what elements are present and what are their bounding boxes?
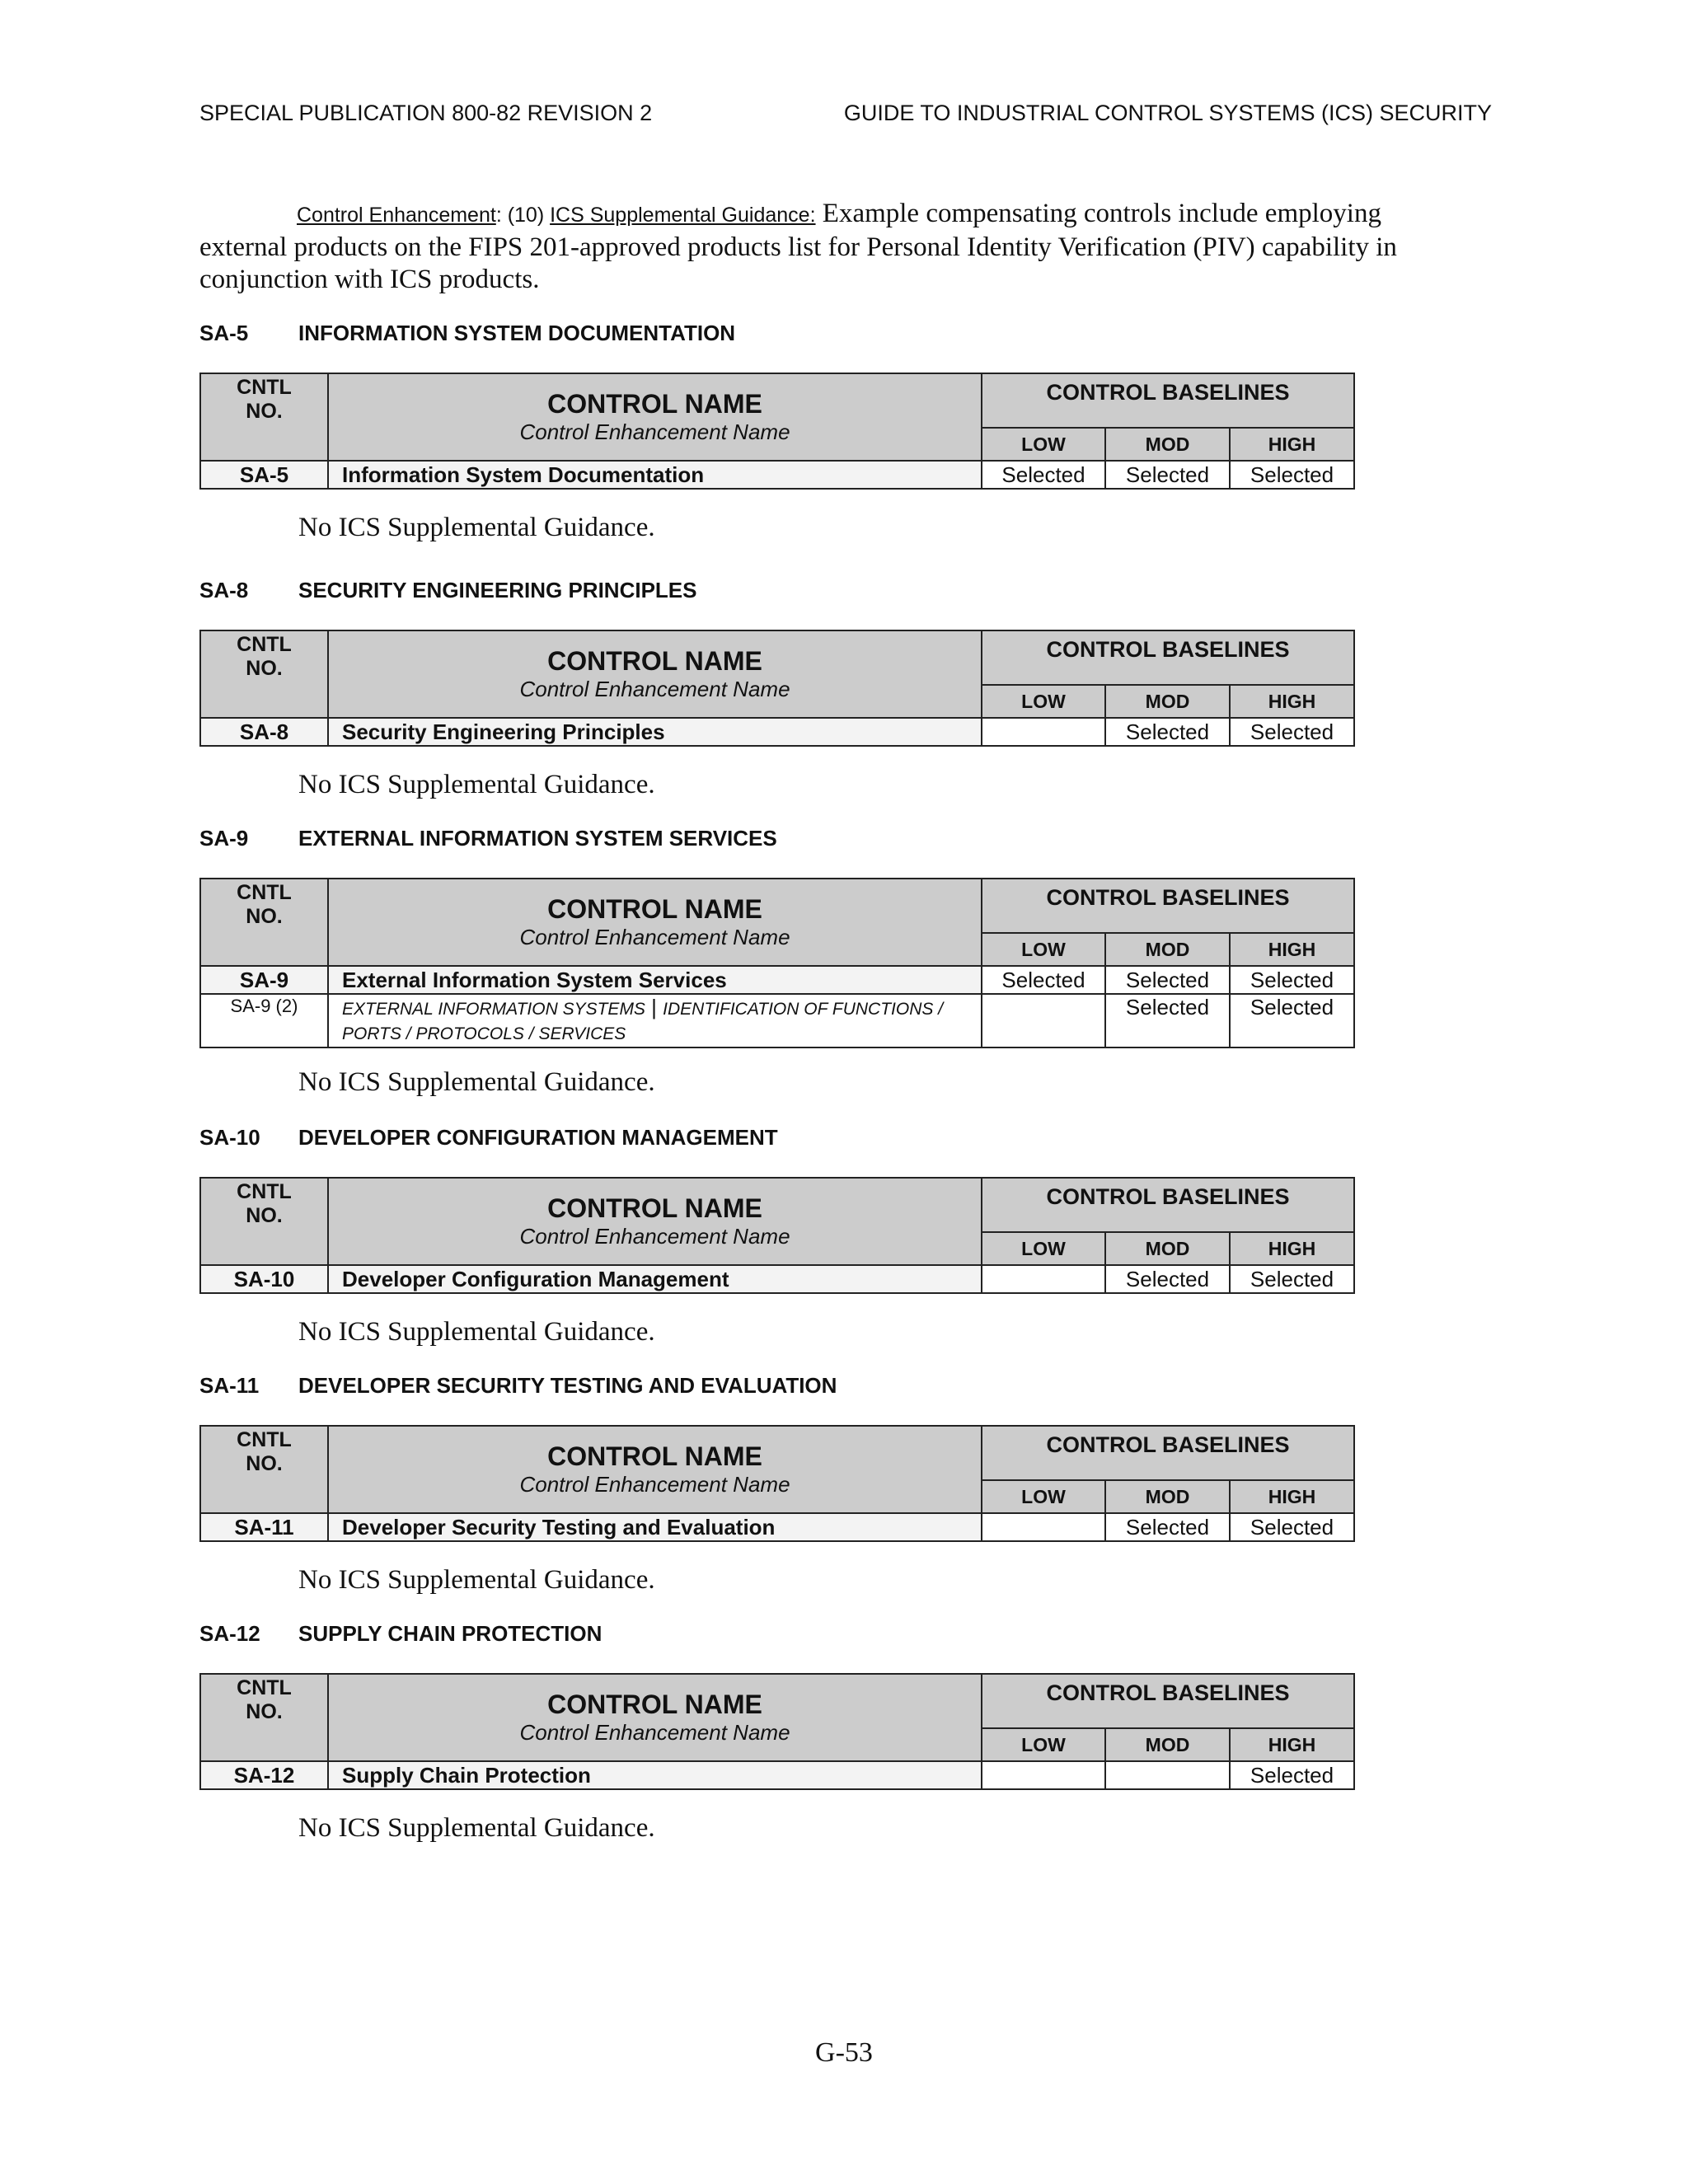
baseline-high: Selected bbox=[1230, 1513, 1354, 1541]
high-header: HIGH bbox=[1230, 685, 1354, 718]
control-name-header: CONTROL NAME Control Enhancement Name bbox=[328, 1178, 982, 1265]
mod-header: MOD bbox=[1105, 933, 1230, 966]
supplemental-guidance: No ICS Supplemental Guidance. bbox=[298, 1565, 655, 1595]
high-header: HIGH bbox=[1230, 1232, 1354, 1265]
section-sa-5 bbox=[199, 318, 1353, 542]
control-baselines-header: CONTROL BASELINES bbox=[982, 373, 1354, 428]
control-table bbox=[199, 630, 1355, 747]
high-header: HIGH bbox=[1230, 1480, 1354, 1513]
high-header: HIGH bbox=[1230, 428, 1354, 461]
supplemental-guidance: No ICS Supplemental Guidance. bbox=[298, 513, 655, 542]
baseline-low bbox=[982, 1513, 1105, 1541]
control-name-header: CONTROL NAME Control Enhancement Name bbox=[328, 879, 982, 966]
guidance-label: ICS Supplemental Guidance: bbox=[550, 204, 816, 227]
baseline-low bbox=[982, 718, 1105, 746]
paragraph-line-3: conjunction with ICS products. bbox=[199, 265, 540, 294]
low-header: LOW bbox=[982, 1480, 1105, 1513]
supplemental-guidance: No ICS Supplemental Guidance. bbox=[298, 770, 655, 799]
section-id: SA-5 bbox=[199, 321, 249, 345]
baseline-mod: Selected bbox=[1105, 966, 1230, 994]
baseline-low: Selected bbox=[982, 966, 1105, 994]
baseline-high: Selected bbox=[1230, 1265, 1354, 1293]
baseline-low: Selected bbox=[982, 461, 1105, 489]
baseline-low bbox=[982, 994, 1105, 1047]
section-sa-8 bbox=[199, 575, 1353, 799]
header-guide-title: GUIDE TO INDUSTRIAL CONTROL SYSTEMS (ICS) SECURITY bbox=[843, 101, 1492, 125]
section-id: SA-9 bbox=[199, 826, 249, 851]
baseline-high: Selected bbox=[1230, 1761, 1354, 1789]
control-baselines-header: CONTROL BASELINES bbox=[982, 630, 1354, 685]
enhancement-label: Control Enhancement bbox=[297, 204, 496, 227]
supplemental-guidance: No ICS Supplemental Guidance. bbox=[298, 1813, 655, 1843]
section-heading bbox=[199, 575, 1353, 605]
control-name: Developer Configuration Management bbox=[328, 1265, 982, 1293]
paragraph-line-2: external products on the FIPS 201-approved products list for Personal Identity Verification (PIV) capability in bbox=[199, 232, 1397, 262]
control-name: Security Engineering Principles bbox=[328, 718, 982, 746]
cntl-no-header: CNTL NO. bbox=[200, 1674, 328, 1761]
baseline-mod: Selected bbox=[1105, 1513, 1230, 1541]
control-baselines-header: CONTROL BASELINES bbox=[982, 1674, 1354, 1728]
baseline-mod: Selected bbox=[1105, 718, 1230, 746]
section-sa-10 bbox=[199, 1122, 1353, 1347]
control-name: External Information System Services bbox=[328, 966, 982, 994]
section-id: SA-10 bbox=[199, 1125, 260, 1150]
cntl-no-header: CNTL NO. bbox=[200, 1178, 328, 1265]
high-header: HIGH bbox=[1230, 933, 1354, 966]
low-header: LOW bbox=[982, 1728, 1105, 1761]
control-name: Supply Chain Protection bbox=[328, 1761, 982, 1789]
section-title: INFORMATION SYSTEM DOCUMENTATION bbox=[298, 321, 736, 345]
control-table bbox=[199, 878, 1355, 1048]
mod-header: MOD bbox=[1105, 685, 1230, 718]
baseline-mod bbox=[1105, 1761, 1230, 1789]
control-table bbox=[199, 1673, 1355, 1790]
control-name-header: CONTROL NAME Control Enhancement Name bbox=[328, 373, 982, 461]
section-heading bbox=[199, 1122, 1353, 1152]
mod-header: MOD bbox=[1105, 1728, 1230, 1761]
control-name-header: CONTROL NAME Control Enhancement Name bbox=[328, 1674, 982, 1761]
table-row bbox=[200, 1265, 1354, 1293]
section-title: SECURITY ENGINEERING PRINCIPLES bbox=[298, 578, 697, 602]
control-number: SA-5 bbox=[200, 461, 328, 489]
low-header: LOW bbox=[982, 685, 1105, 718]
control-baselines-header: CONTROL BASELINES bbox=[982, 879, 1354, 933]
control-number: SA-8 bbox=[200, 718, 328, 746]
control-baselines-header: CONTROL BASELINES bbox=[982, 1178, 1354, 1232]
baseline-mod: Selected bbox=[1105, 994, 1230, 1047]
control-name-header: CONTROL NAME Control Enhancement Name bbox=[328, 630, 982, 718]
section-id: SA-8 bbox=[199, 578, 249, 602]
control-number: SA-12 bbox=[200, 1761, 328, 1789]
mod-header: MOD bbox=[1105, 1232, 1230, 1265]
control-name-header: CONTROL NAME Control Enhancement Name bbox=[328, 1426, 982, 1513]
control-table bbox=[199, 373, 1355, 490]
baseline-high: Selected bbox=[1230, 461, 1354, 489]
low-header: LOW bbox=[982, 933, 1105, 966]
enhancement-row bbox=[200, 994, 1354, 1047]
section-heading bbox=[199, 318, 1353, 348]
baseline-low bbox=[982, 1265, 1105, 1293]
section-title: DEVELOPER CONFIGURATION MANAGEMENT bbox=[298, 1125, 778, 1150]
section-sa-11 bbox=[199, 1371, 1353, 1595]
supplemental-guidance: No ICS Supplemental Guidance. bbox=[298, 1067, 655, 1097]
low-header: LOW bbox=[982, 428, 1105, 461]
control-baselines-header: CONTROL BASELINES bbox=[982, 1426, 1354, 1480]
control-number: SA-9 bbox=[200, 966, 328, 994]
supplemental-guidance: No ICS Supplemental Guidance. bbox=[298, 1317, 655, 1347]
cntl-no-header: CNTL NO. bbox=[200, 1426, 328, 1513]
page-number: G-53 bbox=[815, 2037, 873, 2068]
baseline-high: Selected bbox=[1230, 994, 1354, 1047]
paragraph-line-1: Example compensating controls include employing bbox=[815, 199, 1381, 228]
control-table bbox=[199, 1177, 1355, 1294]
baseline-mod: Selected bbox=[1105, 461, 1230, 489]
low-header: LOW bbox=[982, 1232, 1105, 1265]
section-heading bbox=[199, 1619, 1353, 1648]
section-id: SA-12 bbox=[199, 1621, 260, 1646]
baseline-mod: Selected bbox=[1105, 1265, 1230, 1293]
table-row bbox=[200, 1513, 1354, 1541]
section-sa-9 bbox=[199, 823, 1353, 1097]
section-title: DEVELOPER SECURITY TESTING AND EVALUATION bbox=[298, 1373, 837, 1398]
section-title: SUPPLY CHAIN PROTECTION bbox=[298, 1621, 603, 1646]
enhancement-paragraph bbox=[199, 198, 1428, 296]
cntl-no-header: CNTL NO. bbox=[200, 630, 328, 718]
section-id: SA-11 bbox=[199, 1373, 260, 1398]
section-heading bbox=[199, 823, 1353, 853]
table-row bbox=[200, 1761, 1354, 1789]
section-title: EXTERNAL INFORMATION SYSTEM SERVICES bbox=[298, 826, 777, 851]
enhancement-number: SA-9 (2) bbox=[200, 994, 328, 1047]
enhancement-name: EXTERNAL INFORMATION SYSTEMS | IDENTIFICATION OF FUNCTIONS / PORTS / PROTOCOLS / SERVICES bbox=[328, 994, 982, 1047]
control-name: Information System Documentation bbox=[328, 461, 982, 489]
high-header: HIGH bbox=[1230, 1728, 1354, 1761]
cntl-no-header: CNTL NO. bbox=[200, 879, 328, 966]
header-publication: SPECIAL PUBLICATION 800-82 REVISION 2 bbox=[199, 101, 653, 125]
mod-header: MOD bbox=[1105, 428, 1230, 461]
control-number: SA-10 bbox=[200, 1265, 328, 1293]
table-row bbox=[200, 461, 1354, 489]
baseline-high: Selected bbox=[1230, 966, 1354, 994]
table-row bbox=[200, 718, 1354, 746]
section-sa-12 bbox=[199, 1619, 1353, 1843]
cntl-no-header: CNTL NO. bbox=[200, 373, 328, 461]
baseline-low bbox=[982, 1761, 1105, 1789]
enhancement-number: : (10) bbox=[495, 204, 551, 227]
table-row bbox=[200, 966, 1354, 994]
control-name: Developer Security Testing and Evaluation bbox=[328, 1513, 982, 1541]
control-table bbox=[199, 1425, 1355, 1542]
baseline-high: Selected bbox=[1230, 718, 1354, 746]
section-heading bbox=[199, 1371, 1353, 1400]
control-number: SA-11 bbox=[200, 1513, 328, 1541]
mod-header: MOD bbox=[1105, 1480, 1230, 1513]
